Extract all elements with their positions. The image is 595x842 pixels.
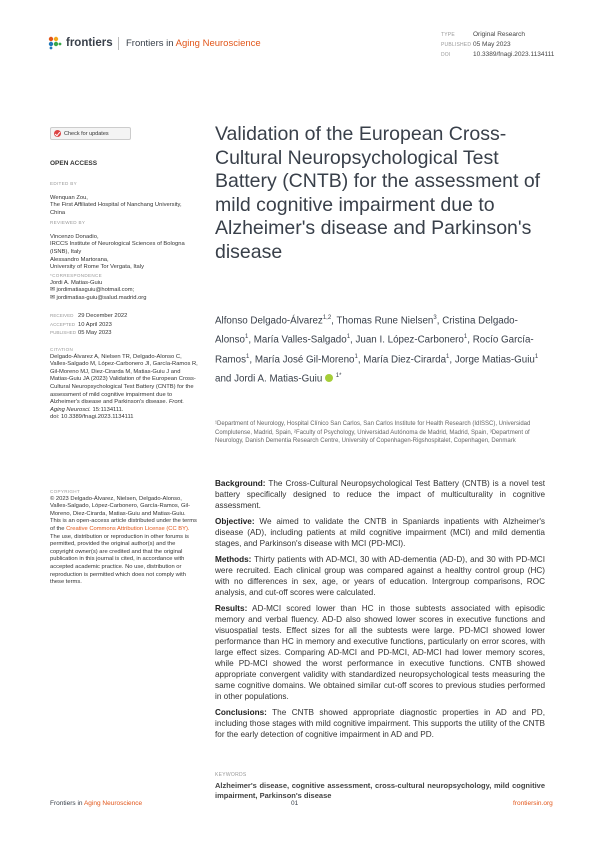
- meta-published: PUBLISHED 05 May 2023: [441, 41, 511, 48]
- author-name[interactable]: Rocío García-Ramos: [215, 334, 534, 365]
- citation: CITATION Delgado-Álvarez A, Nielsen TR, Delgado-Alonso C, Valles-Salgado M, López-Carbonero JI, García-Ramos R, Gil-Moreno MJ, Diez-Cirarda M, Matias-Guiu J and Matias-Guiu JA (2023) Validation of the European Cross-Cultural Neuropsychological Test Battery (CNTB) for the assessment of mild cognitive impairment due to Alzheimer's disease and Parkinson's disease. Front. Aging Neurosci. 15:1134111. doi: 10.3389/fnagi.2023.1134111: [50, 347, 198, 421]
- author-separator: ,: [436, 315, 443, 327]
- journal-title[interactable]: [126, 38, 261, 49]
- author-separator: ,: [331, 315, 337, 327]
- reviewed-by: REVIEWED BY Vincenzo Donadio, IRCCS Institute of Neurological Sciences of Bologna (ISNB), Italy Alessandro Martorana, University of Rome Tor Vergata, Italy: [50, 211, 198, 279]
- check-updates-label: Check for updates: [64, 130, 109, 137]
- keywords: Alzheimer's disease, cognitive assessment, cross-cultural neuropsychology, mild cognitive impairment, Parkinson's disease: [215, 781, 545, 800]
- author-affiliation-mark: 1: [246, 353, 250, 360]
- author-affiliation-mark: 1: [534, 353, 539, 360]
- edited-by: EDITED BY Wenquan Zou, The First Affiliated Hospital of Nanchang University, China: [50, 172, 198, 225]
- abstract-results: Results: AD-MCI scored lower than HC in those subtests associated with episodic memory and verbal fluency. AD-D also showed lower scores in executive functions and visuospatial tests. Effect sizes for all the subtests were large. PD-MCI showed lower performance than HC in memory and executive functions, particularly on error scores, with large effect sizes. Comparing AD-MCI and PD-MCI, AD-MCI had lower memory scores, while PD-MCI showed the worst performance in executive functions. CNTB showed appropriate convergent validity with standardized neuropsychological tests measuring the same cognitive domains. We obtained similar cut-off scores to previous studies performed in other populations.: [215, 604, 545, 701]
- editor-text: Wenquan Zou, The First Affiliated Hospital of Nanchang University, China: [50, 194, 182, 216]
- check-updates-icon: [54, 130, 61, 137]
- reviewers-text: Vincenzo Donadio, IRCCS Institute of Neurological Sciences of Bologna (ISNB), Italy Alessandro Martorana, University of Rome Tor Vergata, Italy: [50, 233, 185, 271]
- date-published: PUBLISHED 05 May 2023: [50, 330, 112, 337]
- frontiers-logo-icon: [48, 36, 62, 50]
- publisher-name: frontiers: [66, 37, 113, 49]
- author-affiliation-mark: 1,2: [322, 315, 332, 321]
- affiliations: ¹Department of Neurology, Hospital Clínico San Carlos, San Carlos Institute for Health Research (IdISSC), Universidad Complutense, Madrid, Spain, ²Faculty of Psychology, Universidad Autónoma de Madrid, Madrid, Spain, ³Department of Neurology, Danish Dementia Research Centre, University of Copenhagen-Rigshospitalet, Copenhagen, Denmark: [215, 421, 531, 444]
- author-separator: ,: [449, 353, 455, 365]
- author-affiliation-mark: 3: [433, 315, 437, 321]
- author-affiliation-mark: 1*: [335, 372, 342, 379]
- journal-prefix: Frontiers in: [126, 38, 174, 49]
- author-separator: ,: [249, 353, 255, 365]
- copyright-text: © 2023 Delgado-Álvarez, Nielsen, Delgado-Alonso, Valles-Salgado, López-Carbonero, García-Ramos, Gil-Moreno, Diez-Cirarda, Matias-Guiu and Matias-Guiu. This is an open-access article distributed under the terms of the Creative Commons Attribution License (CC BY). The use, distribution or reproduction in other forums is permitted, provided the original author(s) and the copyright owner(s) are credited and that the original publication in this journal is cited, in accordance with accepted academic practice. No use, distribution or reproduction is permitted which does not comply with these terms.: [50, 495, 197, 586]
- author-name[interactable]: María Diez-Cirarda: [363, 353, 447, 365]
- copyright: COPYRIGHT © 2023 Delgado-Álvarez, Nielsen, Delgado-Alonso, Valles-Salgado, López-Carbonero, García-Ramos, Gil-Moreno, Diez-Cirarda, Matias-Guiu and Matias-Guiu. This is an open-access article distributed under the terms of the Creative Commons Attribution License (CC BY). The use, distribution or reproduction in other forums is permitted, provided the original author(s) and the copyright owner(s) are credited and that the original publication in this journal is cited, in accordance with accepted academic practice. No use, distribution or reproduction is permitted which does not comply with these terms.: [50, 489, 197, 586]
- author-name[interactable]: María José Gil-Moreno: [254, 353, 355, 365]
- abstract-methods: Methods: Thirty patients with AD-MCI, 30 with AD-dementia (AD-D), and 30 with PD-MCI were recruited. Each clinical group was compared against a healthy control group (HC) with no differences in sex, age, or years of education. Intergroup comparisons, ROC analysis, and cut-off scores were calculated.: [215, 555, 545, 597]
- abstract-objective: Objective: We aimed to validate the CNTB in Spaniards inpatients with Alzheimer's disease (AD), including patients at mild cognitive impairment (MCI) and mild dementia stages, and Parkinson's disease with MCI (PD-MCI).: [215, 517, 545, 548]
- abstract: [215, 478, 545, 745]
- publisher-logo[interactable]: [48, 36, 113, 50]
- correspondence-name: Jordi A. Matias-Guiu: [50, 279, 103, 286]
- email-link-1[interactable]: ✉ jordimatiasguiu@hotmail.com;: [50, 287, 135, 294]
- author-name[interactable]: and Jordi A. Matias-Guiu: [215, 373, 323, 385]
- author-separator: ,: [350, 334, 356, 346]
- header-divider: [118, 37, 119, 50]
- author-name[interactable]: Thomas Rune Nielsen: [336, 315, 434, 327]
- meta-doi[interactable]: DOI 10.3389/fnagi.2023.1134111: [441, 51, 555, 58]
- author-list: [215, 310, 545, 387]
- page-number: 01: [291, 800, 299, 807]
- orcid-icon[interactable]: [325, 374, 333, 382]
- article-dates: [50, 312, 198, 338]
- citation-doi[interactable]: doi: 10.3389/fnagi.2023.1134111: [50, 414, 134, 421]
- journal-name: Aging Neuroscience: [175, 38, 261, 49]
- author-affiliation-mark: 1: [446, 353, 450, 360]
- author-name[interactable]: Jorge Matias-Guiu: [454, 353, 535, 365]
- author-separator: ,: [467, 334, 473, 346]
- author-separator: ,: [248, 334, 254, 346]
- meta-type: TYPE Original Research: [441, 31, 526, 38]
- date-accepted: ACCEPTED 10 April 2023: [50, 321, 112, 328]
- author-affiliation-mark: 1: [463, 334, 468, 341]
- mail-icon: ✉: [50, 294, 57, 301]
- footer-journal[interactable]: Frontiers in Aging Neuroscience: [50, 800, 143, 807]
- open-access-badge: OPEN ACCESS: [50, 160, 98, 167]
- author-name[interactable]: María Valles-Salgado: [253, 334, 347, 346]
- author-affiliation-mark: 1: [354, 353, 358, 360]
- date-received: RECEIVED 29 December 2022: [50, 313, 128, 319]
- author-name[interactable]: Cristina Delgado-Alonso: [215, 315, 518, 346]
- author-affiliation-mark: 1: [244, 334, 249, 341]
- article-title: Validation of the European Cross-Cultural Neuropsychological Test Battery (CNTB) for the assessment of mild cognitive impairment due to Alzheimer's disease and Parkinson's disease: [215, 123, 541, 263]
- abstract-background: Background: The Cross-Cultural Neuropsychological Test Battery (CNTB) is a novel test battery specifically designed to reduce the impact of multiculturality in cognitive assessment.: [215, 479, 545, 510]
- check-for-updates-button[interactable]: [50, 127, 131, 140]
- email-link-2[interactable]: ✉ jordimatias-guiu@salud.madrid.org: [50, 294, 147, 301]
- abstract-conclusions: Conclusions: The CNTB showed appropriate diagnostic properties in AD and PD, including those stages with mild cognitive impairment. This supports the utility of the CNTB for the early detection of cognitive impairment in AD and PD.: [215, 708, 545, 739]
- license-link[interactable]: Creative Commons Attribution License (CC BY).: [66, 525, 190, 532]
- citation-text: Delgado-Álvarez A, Nielsen TR, Delgado-Alonso C, Valles-Salgado M, López-Carbonero JI, García-Ramos R, Gil-Moreno MJ, Diez-Cirarda M, Matias-Guiu J and Matias-Guiu JA (2023) Validation of the European Cross-Cultural Neuropsychological Test Battery (CNTB) for the assessment of mild cognitive impairment due to Alzheimer's disease and Parkinson's disease. Front. Aging Neurosci. 15:1134111.: [50, 353, 198, 413]
- correspondence: *CORRESPONDENCE Jordi A. Matias-Guiu ✉ jordimatiasguiu@hotmail.com; ✉ jordimatias-guiu@salud.madrid.org: [50, 272, 198, 302]
- author-name[interactable]: Alfonso Delgado-Álvarez: [215, 315, 323, 327]
- article-meta: [441, 30, 554, 60]
- author-separator: ,: [357, 353, 364, 365]
- mail-icon: ✉: [50, 287, 57, 294]
- author-affiliation-mark: 1: [346, 334, 351, 341]
- author-name[interactable]: Juan I. López-Carbonero: [355, 334, 464, 346]
- keywords-label: KEYWORDS: [215, 772, 247, 778]
- footer-site-link[interactable]: frontiersin.org: [513, 800, 553, 807]
